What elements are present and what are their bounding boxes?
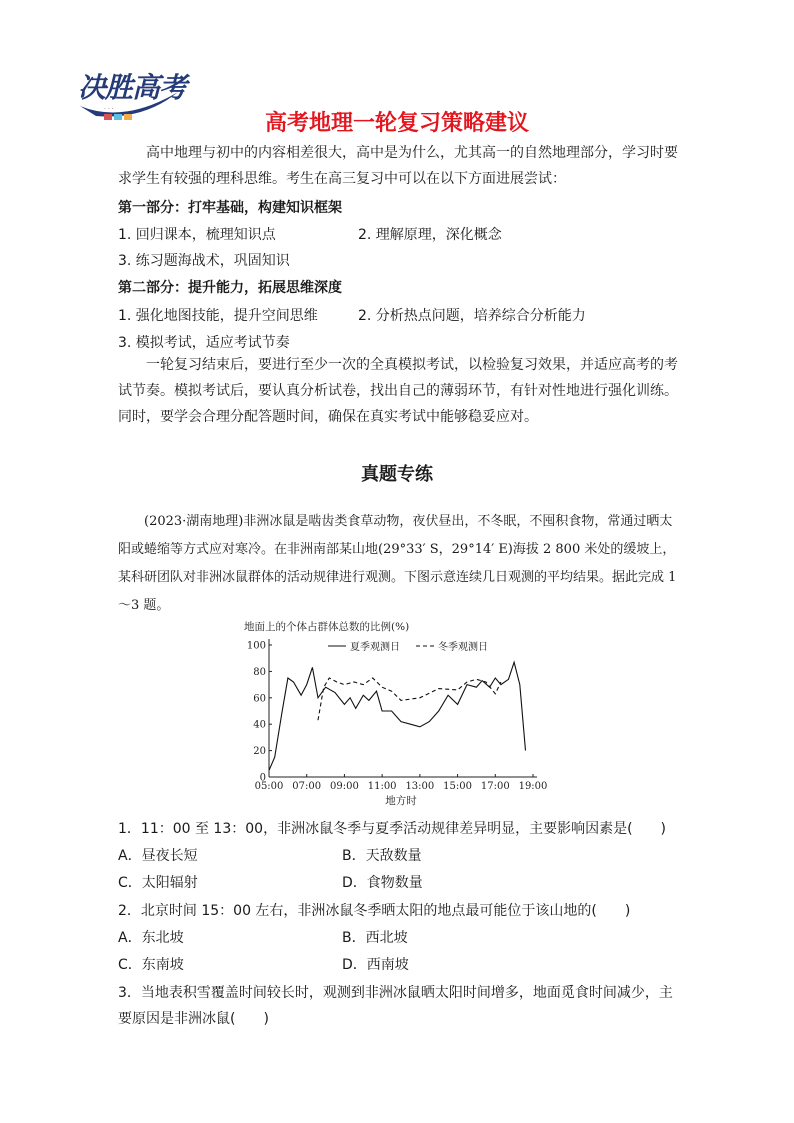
part1-item: 1. 回归课本，梳理知识点 [118, 227, 276, 243]
q1-option-d: D．食物数量 [342, 875, 423, 891]
q2-stem: 2．北京时间 15：00 左右，非洲冰鼠冬季晒太阳的地点最可能位于该山地的( ) [118, 903, 631, 919]
part2-item: 3. 模拟考试，适应考试节奏 [118, 335, 290, 351]
series-line-summer [269, 662, 526, 770]
y-tick-label: 60 [253, 693, 266, 705]
part1-item: 2. 理解原理，深化概念 [358, 227, 502, 243]
x-tick-label: 17:00 [480, 781, 510, 792]
x-tick-label: 11:00 [367, 781, 397, 792]
q2-option-a: A．东北坡 [118, 930, 184, 946]
q1-option-b: B．天敌数量 [342, 848, 422, 864]
y-tick-label: 40 [253, 719, 266, 731]
q1-option-a: A．昼夜长短 [118, 848, 198, 864]
q2-option-c: C．东南坡 [118, 957, 184, 973]
chart-title: 地面上的个体占群体总数的比例(%) [244, 621, 410, 633]
y-tick-label: 0 [259, 772, 266, 784]
x-tick-label: 13:00 [405, 781, 435, 792]
question-intro: (2023·湖南地理)非洲冰鼠是啮齿类食草动物，夜伏昼出，不冬眠，不囤积食物，常通过晒太阳或蜷缩等方式应对寒冷。在非洲南部某山地(29°33′ S，29°14′ E)海拔 2 800 米处的缓坡上，某科研团队对非洲冰鼠群体的活动规律进行观测。下图示意连续几日观测的平均结果。据此完成 1～3 题。 [118, 514, 677, 613]
x-tick-label: 09:00 [330, 781, 359, 792]
y-tick-label: 80 [253, 666, 266, 678]
legend-label: 夏季观测日 [350, 642, 400, 653]
q2-option-b: B．西北坡 [342, 930, 408, 946]
x-tick-label: 05:00 [254, 781, 284, 792]
q1-stem: 1．11：00 至 13：00，非洲冰鼠冬季与夏季活动规律差异明显，主要影响因素是( ) [118, 821, 666, 837]
line-chart [240, 617, 550, 812]
q1-option-c: C．太阳辐射 [118, 875, 198, 891]
logo-subtext: · · · [104, 106, 114, 113]
y-tick-label: 100 [246, 640, 266, 652]
advice-paragraph: 一轮复习结束后，要进行至少一次的全真模拟考试，以检验复习效果，并适应高考的考试节奏。模拟考试后，要认真分析试卷，找出自己的薄弱环节，有针对性地进行强化训练。同时，要学会合理分配答题时间，确保在真实考试中能够稳妥应对。 [118, 357, 678, 425]
section-title: 真题专练 [361, 464, 433, 485]
y-tick-label: 20 [253, 746, 266, 758]
series-line-winter [318, 678, 501, 720]
x-tick-label: 07:00 [292, 781, 322, 792]
logo-text: 决胜高考 [78, 71, 187, 104]
x-tick-label: 19:00 [518, 781, 548, 792]
part2-item: 2. 分析热点问题，培养综合分析能力 [358, 308, 586, 324]
legend-label: 冬季观测日 [438, 642, 488, 653]
x-tick-label: 15:00 [443, 781, 472, 792]
page-title: 高考地理一轮复习策略建议 [264, 111, 529, 136]
part1-item: 3. 练习题海战术，巩固知识 [118, 253, 290, 269]
part2-heading: 第二部分：提升能力，拓展思维深度 [118, 280, 342, 296]
q2-option-d: D．西南坡 [342, 957, 409, 973]
part1-heading: 第一部分：打牢基础，构建知识框架 [118, 200, 342, 216]
intro-paragraph: 高中地理与初中的内容相差很大，高中是为什么，尤其高一的自然地理部分，学习时要求学生有较强的理科思维。考生在高三复习中可以在以下方面进展尝试： [118, 145, 678, 187]
x-axis-label: 地方时 [385, 795, 417, 807]
part2-item: 1. 强化地图技能，提升空间思维 [118, 308, 318, 324]
q3-stem: 3．当地表积雪覆盖时间较长时，观测到非洲冰鼠晒太阳时间增多，地面觅食时间减少，主要原因是非洲冰鼠( ) [118, 985, 673, 1027]
